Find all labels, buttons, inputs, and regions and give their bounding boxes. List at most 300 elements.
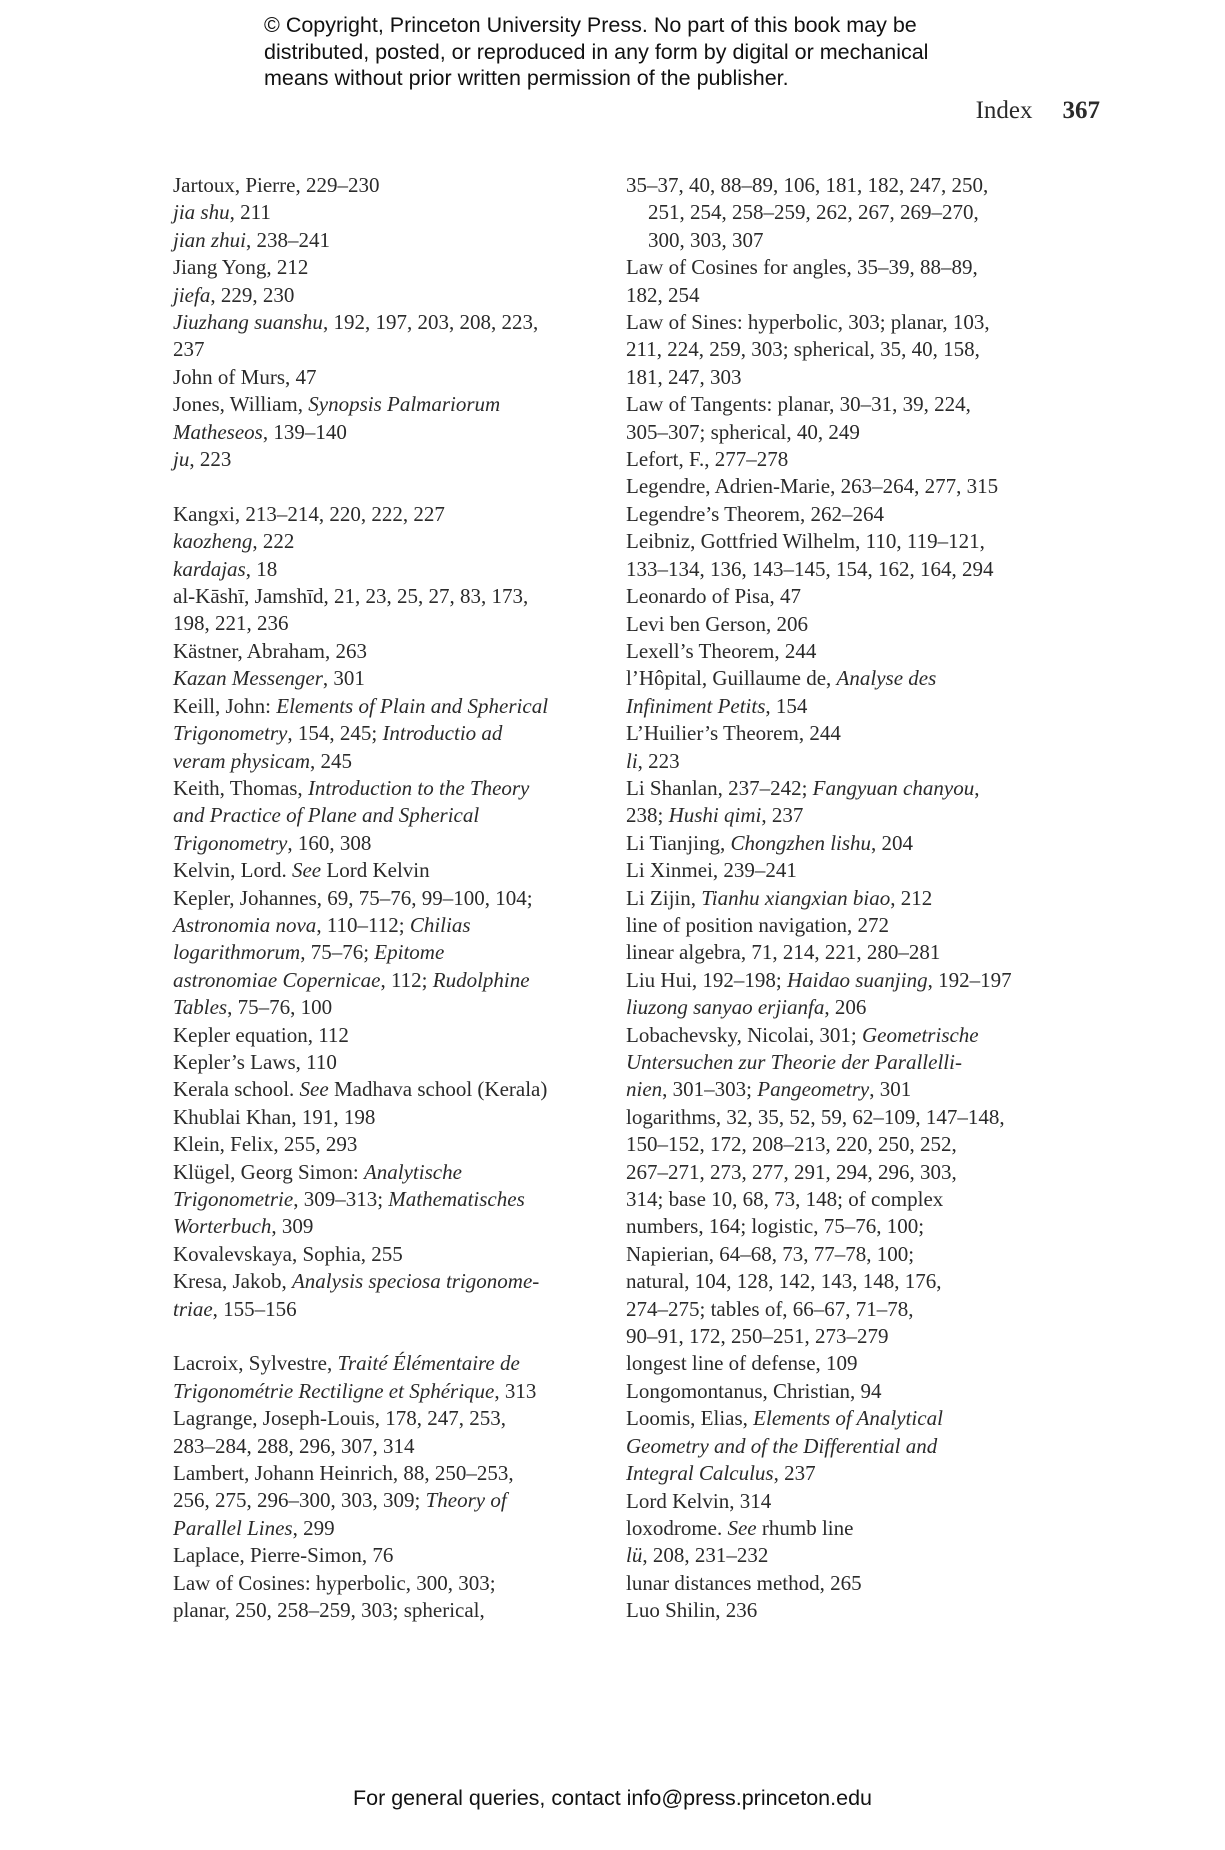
- index-text: 283–284, 288, 296, 307, 314: [173, 1433, 415, 1458]
- index-entry-line: [626, 1104, 1046, 1131]
- index-text: 300, 303, 307: [648, 227, 764, 252]
- index-entry: [626, 199, 1046, 254]
- index-entry: [173, 391, 593, 446]
- index-text: , 223: [189, 447, 232, 472]
- index-entry: [626, 775, 1046, 830]
- index-text: Integral Calculus: [626, 1461, 774, 1486]
- index-entry-line: [626, 473, 1046, 500]
- index-entry: [626, 309, 1046, 391]
- index-text: Untersuchen zur Theorie der Parallelli-: [626, 1050, 962, 1074]
- index-text: 237: [173, 337, 205, 362]
- index-entry-line: [173, 720, 593, 747]
- index-entry: [626, 748, 1046, 775]
- index-entry-line: [626, 748, 1046, 775]
- index-text: , 75–76;: [300, 940, 375, 965]
- index-entry-line: [626, 419, 1046, 446]
- index-text: , 154: [765, 693, 808, 718]
- index-text: Chongzhen lishu: [730, 830, 872, 855]
- index-entry-line: [173, 830, 593, 857]
- index-entry: [626, 254, 1046, 309]
- index-entry-line: [626, 1296, 1046, 1323]
- index-entry-line: [626, 528, 1046, 555]
- index-entry-line: [173, 336, 593, 363]
- index-text: l’Hôpital, Guillaume de,: [626, 666, 837, 691]
- index-entry: [173, 309, 593, 364]
- index-entry-line: [173, 446, 593, 473]
- index-text: , 238–241: [245, 227, 330, 252]
- index-entry: [173, 775, 593, 857]
- index-entry: [173, 1268, 593, 1323]
- index-entry-line: [173, 1378, 593, 1405]
- index-text: Kepler, Johannes, 69, 75–76, 99–100, 104;: [173, 885, 533, 910]
- index-text: Rudolphine: [432, 967, 530, 992]
- index-entry-line: [173, 1076, 593, 1103]
- index-entry-line: [173, 1460, 593, 1487]
- index-text: 182, 254: [626, 282, 700, 307]
- index-entry: [626, 638, 1046, 665]
- index-text: , 112;: [380, 967, 433, 992]
- index-entry-line: [173, 665, 593, 692]
- index-entry-line: [626, 1076, 1046, 1103]
- index-text: Lord Kelvin, 314: [626, 1488, 772, 1513]
- index-text: 274–275; tables of, 66–67, 71–78,: [626, 1296, 914, 1321]
- index-text: Kerala school.: [173, 1077, 300, 1102]
- index-text: veram physicam: [173, 748, 311, 773]
- index-entry-line: [173, 1350, 593, 1377]
- index-entry-line: [173, 748, 593, 775]
- index-entry-line: [626, 1268, 1046, 1295]
- index-text: kaozheng: [173, 529, 253, 554]
- index-entry: [173, 1460, 593, 1542]
- index-entry: [626, 611, 1046, 638]
- index-text: Keill, John:: [173, 693, 277, 718]
- index-text: , 208, 231–232: [642, 1543, 769, 1568]
- index-entry-line: [173, 1213, 593, 1240]
- index-entry-line: [173, 528, 593, 555]
- index-text: Lambert, Johann Heinrich, 88, 250–253,: [173, 1461, 514, 1486]
- index-text: Lagrange, Joseph-Louis, 178, 247, 253,: [173, 1406, 507, 1431]
- index-text: Keith, Thomas,: [173, 775, 308, 800]
- index-text: 314; base 10, 68, 73, 148; of complex: [626, 1187, 944, 1212]
- index-text: Legendre’s Theorem, 262–264: [626, 501, 884, 526]
- section-title: Index: [975, 97, 1033, 124]
- index-text: Elements of Analytical: [753, 1406, 943, 1431]
- index-entry-line: [626, 1378, 1046, 1405]
- index-text: and Practice of Plane and Spherical: [173, 803, 480, 828]
- index-entry: [173, 1104, 593, 1131]
- index-entry-line: [173, 610, 593, 637]
- index-entry-line: [626, 1022, 1046, 1049]
- index-text: Hushi qimi: [668, 803, 762, 828]
- index-text: 256, 275, 296–300, 303, 309;: [173, 1488, 426, 1513]
- index-entry: [173, 172, 593, 199]
- footer-contact: For general queries, contact info@press.princeton.edu: [352, 1786, 872, 1810]
- index-text: ju: [173, 447, 190, 472]
- copyright-notice: [264, 12, 1024, 92]
- index-entry-line: [626, 693, 1046, 720]
- index-text: , 110–112;: [316, 912, 410, 937]
- index-text: Mathematisches: [388, 1187, 525, 1212]
- page-number: 367: [1062, 97, 1100, 124]
- index-text: , 154, 245;: [287, 721, 383, 746]
- index-text: Li Tianjing,: [626, 830, 731, 855]
- index-text: , 139–140: [262, 419, 347, 444]
- index-entry-line: [173, 693, 593, 720]
- index-entry-line: [626, 583, 1046, 610]
- index-entry-line: [173, 638, 593, 665]
- index-text: Introductio ad: [382, 721, 503, 746]
- index-entry: [626, 1542, 1046, 1569]
- index-entry-line: [626, 336, 1046, 363]
- index-column-right: [626, 172, 1046, 1625]
- index-entry-line: [173, 583, 593, 610]
- index-entry-line: [173, 1186, 593, 1213]
- index-entry: [173, 556, 593, 583]
- index-text: longest line of defense, 109: [626, 1351, 858, 1376]
- index-text: Longomontanus, Christian, 94: [626, 1378, 882, 1403]
- index-text: John of Murs, 47: [173, 364, 317, 389]
- index-text: Introduction to the Theory: [307, 775, 530, 800]
- index-text: , 212: [890, 885, 933, 910]
- index-text: Li Xinmei, 239–241: [626, 858, 797, 883]
- index-entry-line: [626, 446, 1046, 473]
- index-text: , 309–313;: [293, 1187, 389, 1212]
- index-text: linear algebra, 71, 214, 221, 280–281: [626, 940, 941, 965]
- index-entry: [626, 172, 1046, 199]
- index-entry-line: [626, 857, 1046, 884]
- index-entry-line: [173, 802, 593, 829]
- index-text: astronomiae Copernicae: [173, 967, 381, 992]
- index-text: 305–307; spherical, 40, 249: [626, 419, 860, 444]
- index-entry: [626, 1378, 1046, 1405]
- index-entry: [173, 665, 593, 692]
- index-entry: [626, 665, 1046, 720]
- index-entry-line: [173, 556, 593, 583]
- index-text: 251, 254, 258–259, 262, 267, 269–270,: [648, 200, 979, 225]
- index-text: 35–37, 40, 88–89, 106, 181, 182, 247, 250,: [626, 173, 989, 197]
- index-entry: [626, 1515, 1046, 1542]
- index-entry-line: [173, 1405, 593, 1432]
- index-text: 267–271, 273, 277, 291, 294, 296, 303,: [626, 1159, 957, 1184]
- index-text: Trigonometrie: [173, 1187, 294, 1212]
- index-text: liuzong sanyao erjianfa: [626, 995, 825, 1020]
- index-text: Kovalevskaya, Sophia, 255: [173, 1241, 403, 1266]
- index-text: 150–152, 172, 208–213, 220, 250, 252,: [626, 1132, 957, 1157]
- index-entry-line: [173, 1159, 593, 1186]
- index-text: 198, 221, 236: [173, 611, 289, 636]
- index-entry: [626, 885, 1046, 912]
- index-text: Jones, William,: [173, 392, 309, 417]
- index-entry-line: [626, 172, 1046, 199]
- index-entry: [626, 528, 1046, 583]
- index-text: Trigonometry: [173, 830, 288, 855]
- index-text: Trigonométrie Rectiligne et Sphérique: [173, 1378, 495, 1403]
- index-entry-line: [626, 939, 1046, 966]
- index-text: See: [291, 858, 322, 883]
- index-text: Analysis speciosa trigonome-: [291, 1269, 540, 1294]
- index-text: , 211: [229, 200, 271, 225]
- index-text: , 245: [310, 748, 353, 773]
- index-text: , 222: [252, 529, 295, 554]
- index-text: , 299: [292, 1515, 335, 1540]
- index-entry: [173, 583, 593, 638]
- index-entry-line: [626, 1405, 1046, 1432]
- index-entry: [173, 638, 593, 665]
- index-text: lü: [626, 1543, 643, 1568]
- index-text: Worterbuch: [173, 1214, 272, 1239]
- index-entry-line: [626, 802, 1046, 829]
- index-text: Analytische: [363, 1159, 462, 1184]
- index-text: Law of Tangents: planar, 30–31, 39, 224,: [626, 392, 971, 417]
- index-entry: [626, 473, 1046, 500]
- index-entry-line: [173, 967, 593, 994]
- index-entry: [626, 1022, 1046, 1104]
- index-entry-line: [173, 1515, 593, 1542]
- index-text: , 192, 197, 203, 208, 223,: [322, 310, 539, 335]
- index-entry: [173, 528, 593, 555]
- index-entry-line: [626, 1049, 1046, 1076]
- index-text: , 301: [869, 1077, 912, 1102]
- index-text: jian zhui: [173, 227, 246, 252]
- index-entry-line: [626, 720, 1046, 747]
- running-head: [976, 96, 1100, 126]
- index-text: loxodrome.: [626, 1515, 728, 1540]
- index-entry: [626, 446, 1046, 473]
- index-text: Elements of Plain and Spherical: [276, 693, 549, 718]
- index-text: triae: [173, 1296, 213, 1321]
- index-entry: [173, 1350, 593, 1405]
- index-text: Klügel, Georg Simon:: [173, 1159, 364, 1184]
- index-text: Synopsis Palmariorum: [308, 392, 501, 417]
- index-text: Jartoux, Pierre, 229–230: [173, 173, 380, 197]
- index-entry-line: [173, 1104, 593, 1131]
- index-text: Trigonometry: [173, 721, 288, 746]
- index-text: Fangyuan chanyou: [812, 775, 975, 800]
- index-entry: [173, 254, 593, 281]
- index-entry-line: [626, 912, 1046, 939]
- index-column-left: [173, 172, 593, 1625]
- index-entry: [626, 391, 1046, 446]
- index-text: 211, 224, 259, 303; spherical, 35, 40, 158,: [626, 337, 980, 362]
- index-entry-line: [173, 282, 593, 309]
- index-text: lunar distances method, 265: [626, 1570, 862, 1595]
- index-text: Matheseos: [173, 419, 263, 444]
- index-text: Klein, Felix, 255, 293: [173, 1132, 358, 1157]
- index-entry-line: [626, 611, 1046, 638]
- index-text: Kepler’s Laws, 110: [173, 1049, 337, 1074]
- index-entry-line: [626, 391, 1046, 418]
- index-text: Kangxi, 213–214, 220, 222, 227: [173, 501, 445, 526]
- index-text: Kresa, Jakob,: [173, 1269, 292, 1294]
- index-entry: [626, 1350, 1046, 1377]
- index-text: Law of Cosines: hyperbolic, 300, 303;: [173, 1570, 496, 1595]
- index-entry: [626, 501, 1046, 528]
- index-entry-line: [173, 1022, 593, 1049]
- index-text: Law of Sines: hyperbolic, 303; planar, 103,: [626, 310, 990, 335]
- index-text: li: [626, 748, 638, 773]
- index-text: Jiuzhang suanshu: [173, 310, 323, 335]
- index-entry: [173, 199, 593, 226]
- index-text: Li Shanlan, 237–242;: [626, 775, 813, 800]
- index-entry-line: [173, 939, 593, 966]
- index-entry-line: [626, 1515, 1046, 1542]
- index-entry: [173, 857, 593, 884]
- index-entry: [626, 720, 1046, 747]
- index-text: Pangeometry: [757, 1077, 870, 1102]
- index-entry: [626, 912, 1046, 939]
- index-text: Kästner, Abraham, 263: [173, 638, 367, 663]
- index-entry-line: [173, 172, 593, 199]
- index-entry-line: [173, 391, 593, 418]
- index-text: nien: [626, 1077, 663, 1102]
- index-text: , 223: [637, 748, 680, 773]
- index-text: 238;: [626, 803, 669, 828]
- index-text: See: [299, 1077, 329, 1102]
- index-entry-line: [173, 254, 593, 281]
- index-entry: [626, 1488, 1046, 1515]
- index-entry: [173, 227, 593, 254]
- index-text: Lobachevsky, Nicolai, 301;: [626, 1022, 862, 1047]
- index-text: , 237: [761, 803, 804, 828]
- index-entry: [173, 1022, 593, 1049]
- index-entry-line: [626, 1597, 1046, 1624]
- index-entry-line: [626, 1213, 1046, 1240]
- index-entry: [626, 1570, 1046, 1597]
- index-entry-line: [173, 775, 593, 802]
- index-entry-line: [626, 1433, 1046, 1460]
- index-text: Jiang Yong, 212: [173, 255, 309, 280]
- index-entry: [173, 364, 593, 391]
- index-text: , 301–303;: [662, 1077, 758, 1102]
- index-entry: [626, 1405, 1046, 1487]
- index-text: natural, 104, 128, 142, 143, 148, 176,: [626, 1269, 942, 1294]
- index-entry: [173, 1542, 593, 1569]
- index-text: Luo Shilin, 236: [626, 1598, 758, 1623]
- index-entry: [626, 583, 1046, 610]
- index-entry-line: [173, 501, 593, 528]
- index-text: Tables: [173, 995, 228, 1020]
- index-text: Laplace, Pierre-Simon, 76: [173, 1543, 394, 1568]
- index-text: jia shu: [173, 200, 230, 225]
- index-text: Epitome: [374, 940, 445, 965]
- index-text: Astronomia nova: [173, 912, 317, 937]
- index-text: logarithms, 32, 35, 52, 59, 62–109, 147–148,: [626, 1104, 1005, 1129]
- index-text: rhumb line: [756, 1515, 854, 1540]
- index-entry-line: [173, 364, 593, 391]
- index-entry: [626, 994, 1046, 1021]
- index-text: Infiniment Petits: [626, 693, 766, 718]
- index-entry-line: [626, 830, 1046, 857]
- index-entry-line: [173, 1570, 593, 1597]
- index-entry: [626, 939, 1046, 966]
- index-entry-line: [626, 1542, 1046, 1569]
- index-text: Loomis, Elias,: [626, 1406, 754, 1431]
- index-entry-line: [626, 1350, 1046, 1377]
- index-entry: [626, 830, 1046, 857]
- copyright-line: means without prior written permission of the publisher.: [264, 66, 789, 90]
- index-text: Law of Cosines for angles, 35–39, 88–89,: [626, 255, 978, 280]
- index-text: Geometrische: [862, 1022, 979, 1047]
- index-entry-line: [626, 1159, 1046, 1186]
- index-text: Lacroix, Sylvestre,: [173, 1351, 338, 1376]
- index-entry-line: [173, 857, 593, 884]
- index-text: Traité Élémentaire de: [337, 1351, 520, 1376]
- index-text: See: [727, 1515, 757, 1540]
- index-entry-line: [173, 419, 593, 446]
- index-entry-line: [626, 501, 1046, 528]
- index-text: , 204: [871, 830, 914, 855]
- index-text: kardajas: [173, 556, 246, 581]
- index-text: al-Kāshī, Jamshīd, 21, 23, 25, 27, 83, 173,: [173, 584, 529, 609]
- index-text: 181, 247, 303: [626, 364, 742, 389]
- index-text: , 237: [773, 1461, 816, 1486]
- index-text: Kelvin, Lord.: [173, 858, 292, 883]
- index-text: , 313: [494, 1378, 537, 1403]
- index-entry-line: [173, 309, 593, 336]
- index-text: ,: [974, 775, 980, 800]
- index-entry-line: [626, 1488, 1046, 1515]
- index-text: numbers, 164; logistic, 75–76, 100;: [626, 1214, 925, 1239]
- index-text: Tianhu xiangxian biao: [701, 885, 891, 910]
- index-entry: [173, 1131, 593, 1158]
- index-text: planar, 250, 258–259, 303; spherical,: [173, 1598, 485, 1623]
- index-text: Leonardo of Pisa, 47: [626, 584, 801, 609]
- index-entry-line: [626, 1131, 1046, 1158]
- copyright-line: distributed, posted, or reproduced in any form by digital or mechanical: [264, 39, 929, 64]
- index-entry: [626, 1104, 1046, 1351]
- index-entry: [173, 693, 593, 775]
- index-entry-line: [173, 1542, 593, 1569]
- index-text: Legendre, Adrien-Marie, 263–264, 277, 315: [626, 474, 999, 499]
- index-entry-line: [173, 1241, 593, 1268]
- index-text: , 206: [824, 995, 867, 1020]
- index-text: L’Huilier’s Theorem, 244: [626, 721, 841, 746]
- index-entry-line: [173, 1131, 593, 1158]
- index-text: 90–91, 172, 250–251, 273–279: [626, 1324, 889, 1349]
- index-entry-line: [173, 1433, 593, 1460]
- index-text: Parallel Lines: [173, 1515, 293, 1540]
- index-entry-line: [626, 556, 1046, 583]
- index-entry-line: [173, 1049, 593, 1076]
- index-entry: [626, 967, 1046, 994]
- index-entry: [173, 1241, 593, 1268]
- index-entry-line: [626, 1323, 1046, 1350]
- index-entry-line: [626, 254, 1046, 281]
- index-text: 133–134, 136, 143–145, 154, 162, 164, 294: [626, 556, 994, 581]
- index-text: , 160, 308: [287, 830, 372, 855]
- index-entry-line: [173, 1296, 593, 1323]
- index-entry-line: [626, 309, 1046, 336]
- index-entry: [626, 857, 1046, 884]
- index-entry-line: [626, 1570, 1046, 1597]
- index-entry-line: [626, 967, 1046, 994]
- index-entry-line: [626, 1241, 1046, 1268]
- index-text: line of position navigation, 272: [626, 912, 890, 937]
- index-text: , 301: [322, 666, 365, 691]
- index-entry-line: [626, 364, 1046, 391]
- index-entry-line: [648, 227, 1046, 254]
- index-entry-line: [173, 1487, 593, 1514]
- index-text: Chilias: [409, 912, 471, 937]
- index-entry-line: [626, 885, 1046, 912]
- index-text: Haidao suanjing: [787, 967, 928, 992]
- index-text: Kepler equation, 112: [173, 1022, 349, 1047]
- index-entry-line: [626, 1186, 1046, 1213]
- index-entry: [173, 282, 593, 309]
- index-text: Lord Kelvin: [321, 858, 430, 883]
- index-entry-line: [173, 994, 593, 1021]
- index-text: , 75–76, 100: [227, 995, 333, 1020]
